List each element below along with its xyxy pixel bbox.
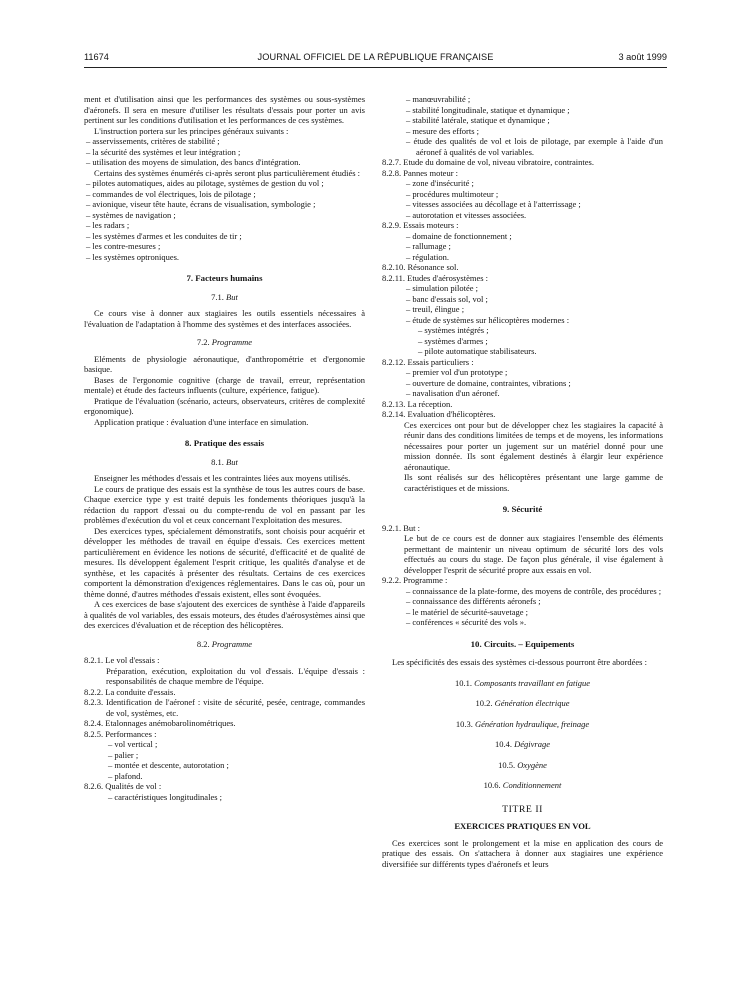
list-item: – régulation. — [406, 251, 449, 262]
list-item: – avionique, viseur tête haute, écrans de visualisation, symbologie ; — [86, 199, 316, 209]
list-item: – montée et descente, autorotation ; — [108, 760, 229, 770]
subsection-heading: 10.4. Dégivrage — [494, 739, 550, 749]
list-item: – vol vertical ; — [108, 739, 158, 749]
numbered-item: 8.2.9. Essais moteurs : — [382, 220, 459, 230]
title-heading: TITRE II — [502, 803, 543, 815]
numbered-item: 8.2.2. La conduite d'essais. — [84, 686, 176, 697]
item-body: Préparation, exécution, exploitation du vol d'essais. L'équipe d'essais : responsabilités de chaque membre de l'équipe. — [106, 665, 365, 686]
list-item: – navalisation d'un aéronef. — [406, 388, 500, 398]
list-item: – domaine de fonctionnement ; — [406, 230, 512, 241]
list-item: – rallumage ; — [406, 241, 451, 251]
list-item: – les systèmes optroniques. — [86, 251, 180, 262]
sub-list-item: – systèmes intégrés ; — [418, 325, 489, 335]
list-item: – premier vol d'un prototype ; — [406, 367, 508, 377]
list-item: – connaissance des différents aéronefs ; — [406, 596, 541, 606]
list-item: – stabilité latérale, statique et dynamique ; — [406, 115, 550, 125]
item-body: Ces exercices ont pour but de développer chez les stagiaires la capacité à réunir dans des conditions limitées de temps et de moyens, les informations nécessaires pour porter un jugement sur un matériel donné pour une mission donnée. Ils sont également destinés à élargir leur expérience aéronautique. — [404, 419, 663, 472]
list-item: – pilotes automatiques, aides au pilotage, systèmes de gestion du vol ; — [86, 178, 324, 188]
list-item: – vitesses associées au décollage et à l'atterrissage ; — [406, 199, 581, 209]
subsection-number: 8.1. — [211, 456, 224, 467]
list-item: – systèmes de navigation ; — [86, 209, 176, 220]
numbered-item: 8.2.14. Evaluation d'hélicoptères. — [382, 409, 496, 419]
item-body: Le but de ce cours est de donner aux stagiaires l'ensemble des éléments permettant de maintenir un niveau optimum de sécurité lors des vols effectués au cours du stage. De façon plus générale, il vise également à développer l'esprit de sécurité propre aux essais en vol. — [404, 533, 663, 575]
list-item: – les radars ; — [86, 220, 130, 230]
paragraph: Ces exercices sont le prolongement et la mise en application des cours de pratique des essais. On s'attachera à donner aux stagiaires une expérience diversifiée sur différents types d'aéronefs et leurs — [382, 837, 663, 869]
paragraph: Ce cours vise à donner aux stagiaires les outils essentiels nécessaires à l'évaluation de l'adaptation à l'homme des systèmes et des interfaces associées. — [84, 308, 365, 329]
paragraph: Le cours de pratique des essais est la synthèse de tous les autres cours de base. Chaque exercice type y est traité depuis les fondements théoriques jusqu'à la rédaction du rapport d'essai ou du compte-rendu de vol en passant par les problèmes d'exécution du vol et ceux concernant l'exploitation des mesures. — [84, 483, 365, 525]
paragraph: Les spécificités des essais des systèmes ci-dessous pourront être abordées : — [392, 657, 647, 667]
paragraph: Enseigner les méthodes d'essais et les contraintes liées aux moyens utilisés. — [94, 473, 351, 483]
list-item: – commandes de vol électriques, lois de pilotage ; — [86, 188, 256, 199]
list-item: – zone d'insécurité ; — [406, 178, 474, 188]
list-item: – le matériel de sécurité-sauvetage ; — [406, 606, 529, 617]
list-item: – stabilité longitudinale, statique et dynamique ; — [406, 104, 570, 115]
subsection-heading: 10.3. Génération hydraulique, freinage — [455, 718, 590, 729]
numbered-item: 8.2.5. Performances : — [84, 728, 157, 739]
list-item: – la sécurité des systèmes et leur intégration ; — [86, 146, 241, 157]
numbered-item: 8.2.8. Pannes moteur : — [382, 167, 459, 178]
list-item: – étude de systèmes sur hélicoptères modernes : — [406, 314, 570, 325]
systems-intro: Certains des systèmes énumérés ci-après seront plus particulièrement étudiés : — [94, 167, 361, 178]
list-item: – ouverture de domaine, contraintes, vibrations ; — [406, 377, 571, 388]
numbered-item: 8.2.1. Le vol d'essais : — [84, 655, 160, 665]
subsection-heading: 10.1. Composants travaillant en fatigue — [454, 677, 591, 688]
intro-paragraph: ment et d'utilisation ainsi que les performances des systèmes ou sous-systèmes d'aéronefs. Il sera en mesure d'utiliser les résultats d'essais pour porter un avis pertinent sur les conditions d'utilisation et les performances de ces systèmes. — [84, 94, 365, 125]
subsection-heading: 10.5. Oxygène — [498, 759, 547, 770]
title-subheading: EXERCICES PRATIQUES EN VOL — [454, 821, 591, 831]
sub-list-item: – pilote automatique stabilisateurs. — [418, 346, 537, 356]
paragraph: A ces exercices de base s'ajoutent des exercices de synthèse à l'aide d'appareils à qualités de vol variables, des essais moteurs, des études d'aérosystèmes ainsi que des exercices d'évaluation et de réception des hélicoptères. — [84, 599, 365, 630]
subsection-heading — [84, 639, 365, 650]
list-item: – mesure des efforts ; — [406, 125, 480, 136]
section-heading: 7. Facteurs humains — [186, 273, 263, 283]
subsection-label: But — [226, 291, 238, 302]
left-column — [84, 94, 365, 802]
list-item: – banc d'essais sol, vol ; — [406, 293, 488, 304]
subsection-heading — [84, 337, 365, 348]
header-rule — [84, 67, 667, 68]
list-item: – asservissements, critères de stabilité ; — [86, 136, 220, 146]
list-item: – conférences « sécurité des vols ». — [406, 617, 527, 627]
subsection-label: Programme — [211, 638, 253, 649]
numbered-item: 9.2.2. Programme : — [382, 575, 448, 585]
item-body: Ils sont réalisés sur des hélicoptères présentant une large gamme de caractéristiques et de missions. — [404, 472, 663, 493]
numbered-item: 8.2.10. Résonance sol. — [382, 262, 459, 272]
subsection-heading — [84, 457, 365, 468]
list-item: – autorotation et vitesses associées. — [406, 209, 527, 220]
issue-date: 3 août 1999 — [618, 52, 667, 62]
principles-intro: L'instruction portera sur les principes généraux suivants : — [94, 125, 289, 136]
sub-list-item: – systèmes d'armes ; — [418, 335, 488, 346]
numbered-item: 8.2.11. Etudes d'aérosystèmes : — [382, 272, 489, 283]
numbered-item: 8.2.6. Qualités de vol : — [84, 781, 162, 791]
subsection-number: 7.2. — [196, 337, 210, 347]
journal-title: JOURNAL OFFICIEL DE LA RÉPUBLIQUE FRANÇAISE — [257, 52, 494, 62]
paragraph: Bases de l'ergonomie cognitive (charge de travail, erreur, représentation mentale) et étude des facteurs influents (culture, expérience, fatigue). — [84, 374, 365, 395]
list-item: – simulation pilotée ; — [406, 283, 479, 293]
subsection-heading: 10.2. Génération électrique — [475, 698, 570, 708]
list-item: – connaissance de la plate-forme, des moyens de contrôle, des procédures ; — [406, 585, 662, 596]
paragraph: Des exercices types, spécialement démonstratifs, sont choisis pour acquérir et développer les méthodes de travail en équipe d'essais. Ces exercices mettent particulièrement en évidence les notions de sécurité, d'efficacité et de qualité de mesures. Ils développent également l'esprit critique, les qualités d'analyse et de synthèse, et les capacités à présenter des résultats. Certains de ces exercices comportent la démonstration d'exigences réglementaires. Dans le cas où, pour un thème donné, d'autres méthodes d'essais existent, elles sont évoquées. — [84, 525, 365, 599]
subsection-label: Programme — [211, 337, 253, 347]
page-header — [84, 52, 667, 66]
subsection-label: But — [226, 456, 238, 467]
list-item: – manœuvrabilité ; — [406, 94, 471, 104]
list-item: – les systèmes d'armes et les conduites de tir ; — [86, 230, 242, 241]
list-item: – plafond. — [108, 770, 143, 781]
numbered-item: 8.2.3. Identification de l'aéronef : visite de sécurité, pesée, centrage, commandes de vol, systèmes, etc. — [84, 697, 365, 718]
list-item: – utilisation des moyens de simulation, des bancs d'intégration. — [86, 157, 301, 167]
list-item: – les contre-mesures ; — [86, 241, 161, 251]
numbered-item: 8.2.7. Etude du domaine de vol, niveau vibratoire, contraintes. — [382, 157, 594, 167]
subsection-number: 7.1. — [211, 291, 224, 302]
numbered-item: 8.2.4. Etalonnages anémobarolinométriques. — [84, 718, 236, 728]
numbered-item: 8.2.13. La réception. — [382, 398, 453, 409]
paragraph: Application pratique : évaluation d'une interface en simulation. — [94, 416, 309, 427]
section-heading: 8. Pratique des essais — [184, 438, 265, 448]
list-item: – procédures multimoteur ; — [406, 188, 499, 199]
subsection-number: 8.2. — [196, 638, 210, 649]
right-column — [382, 94, 663, 869]
list-item: – caractéristiques longitudinales ; — [108, 791, 223, 802]
numbered-item: 8.2.12. Essais particuliers : — [382, 356, 474, 367]
numbered-item: 9.2.1. But : — [382, 522, 421, 533]
section-heading: 10. Circuits. – Equipements — [470, 638, 575, 649]
paragraph: Pratique de l'évaluation (scénario, acteurs, observateurs, critères de complexité ergonomique). — [84, 395, 365, 416]
page-number: 11674 — [84, 52, 109, 62]
subsection-heading: 10.6. Conditionnement — [483, 780, 562, 790]
paragraph: Eléments de physiologie aéronautique, d'anthropométrie et d'ergonomie basique. — [84, 353, 365, 374]
subsection-heading — [84, 292, 365, 303]
list-item: – palier ; — [108, 749, 139, 760]
list-item: – étude des qualités de vol et lois de pilotage, par exemple à l'aide d'un aéronef à qualités de vol variables. — [406, 136, 663, 157]
list-item: – treuil, élingue ; — [406, 304, 465, 314]
section-heading: 9. Sécurité — [502, 504, 543, 514]
